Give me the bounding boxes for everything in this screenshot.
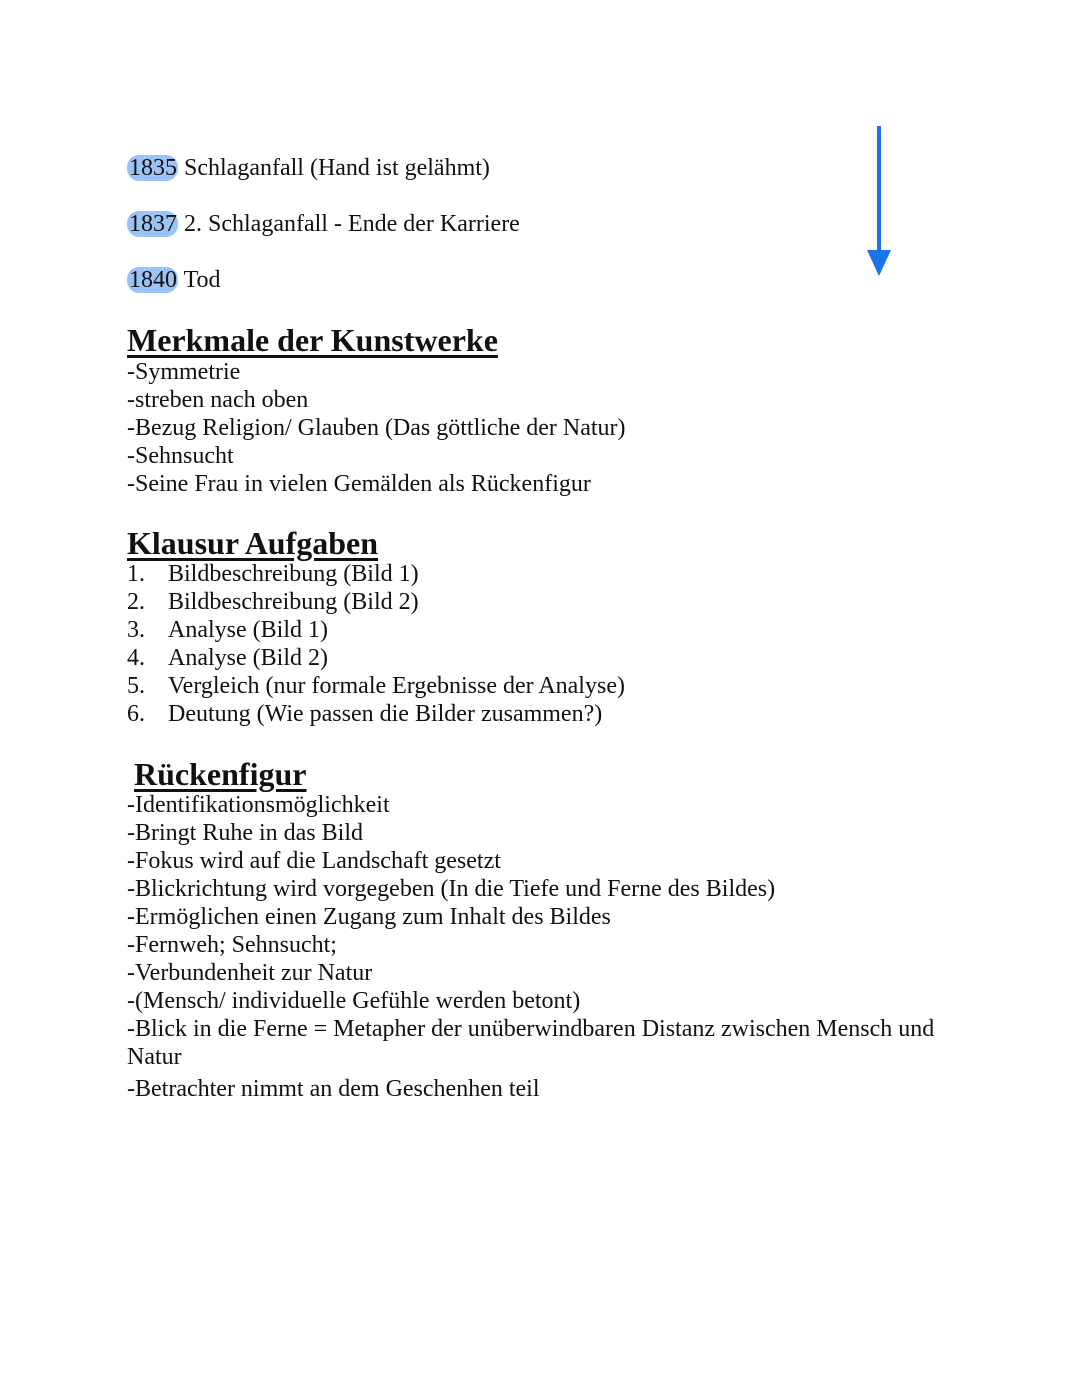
list-item: -Fokus wird auf die Landschaft gesetzt (127, 848, 501, 874)
timeline-entry (127, 153, 490, 183)
list-item (127, 700, 625, 728)
list-item: -Blick in die Ferne = Metapher der unüberwindbaren Distanz zwischen Mensch und (127, 1016, 935, 1042)
timeline-year: 1835 (129, 155, 177, 181)
list-text: Bildbeschreibung (Bild 1) (168, 561, 419, 587)
rueckenfigur-list (127, 791, 934, 1071)
list-number: 2. (127, 589, 145, 615)
list-item: -Betrachter nimmt an dem Geschenhen teil (127, 1076, 540, 1102)
list-item (127, 644, 625, 672)
list-number: 5. (127, 673, 145, 699)
section-heading-merkmale: Merkmale der Kunstwerke (127, 322, 498, 358)
list-item (127, 588, 625, 616)
list-number: 3. (127, 617, 145, 643)
list-item: -Identifikationsmöglichkeit (127, 792, 390, 818)
list-item: -Symmetrie (127, 359, 241, 385)
list-text: Bildbeschreibung (Bild 2) (168, 589, 419, 615)
list-item: -(Mensch/ individuelle Gefühle werden betont) (127, 988, 581, 1014)
timeline-entry (127, 209, 520, 239)
list-item: Natur (127, 1044, 182, 1070)
section-heading-klausur: Klausur Aufgaben (127, 525, 379, 561)
timeline-year: 1840 (129, 267, 177, 293)
list-item: -Sehnsucht (127, 443, 234, 469)
section-heading-rueckenfigur: Rückenfigur (134, 756, 307, 792)
list-number: 4. (127, 645, 145, 671)
list-text: Analyse (Bild 2) (168, 645, 328, 671)
list-item: -Verbundenheit zur Natur (127, 960, 373, 986)
timeline-text: Schlaganfall (Hand ist gelähmt) (178, 155, 490, 181)
timeline-year: 1837 (129, 211, 177, 237)
list-item (127, 616, 625, 644)
list-item: -Blickrichtung wird vorgegeben (In die Tiefe und Ferne des Bildes) (127, 876, 776, 902)
rueckenfigur-list-continued (127, 1075, 540, 1103)
list-number: 6. (127, 701, 145, 727)
list-item: -Ermöglichen einen Zugang zum Inhalt des Bildes (127, 904, 611, 930)
list-item: -streben nach oben (127, 387, 309, 413)
klausur-list (127, 560, 625, 728)
timeline-text: Tod (178, 267, 221, 293)
timeline-text: 2. Schlaganfall - Ende der Karriere (178, 211, 520, 237)
merkmale-list (127, 358, 626, 498)
down-arrow-icon (862, 124, 896, 280)
list-text: Vergleich (nur formale Ergebnisse der Analyse) (168, 673, 625, 699)
list-item: -Seine Frau in vielen Gemälden als Rückenfigur (127, 471, 591, 497)
list-item: -Bringt Ruhe in das Bild (127, 820, 363, 846)
list-number: 1. (127, 561, 145, 587)
timeline-entry (127, 265, 221, 295)
list-text: Analyse (Bild 1) (168, 617, 328, 643)
list-item: -Bezug Religion/ Glauben (Das göttliche der Natur) (127, 415, 626, 441)
list-item: -Fernweh; Sehnsucht; (127, 932, 337, 958)
list-item (127, 672, 625, 700)
list-text: Deutung (Wie passen die Bilder zusammen?) (168, 701, 603, 727)
list-item (127, 560, 625, 588)
